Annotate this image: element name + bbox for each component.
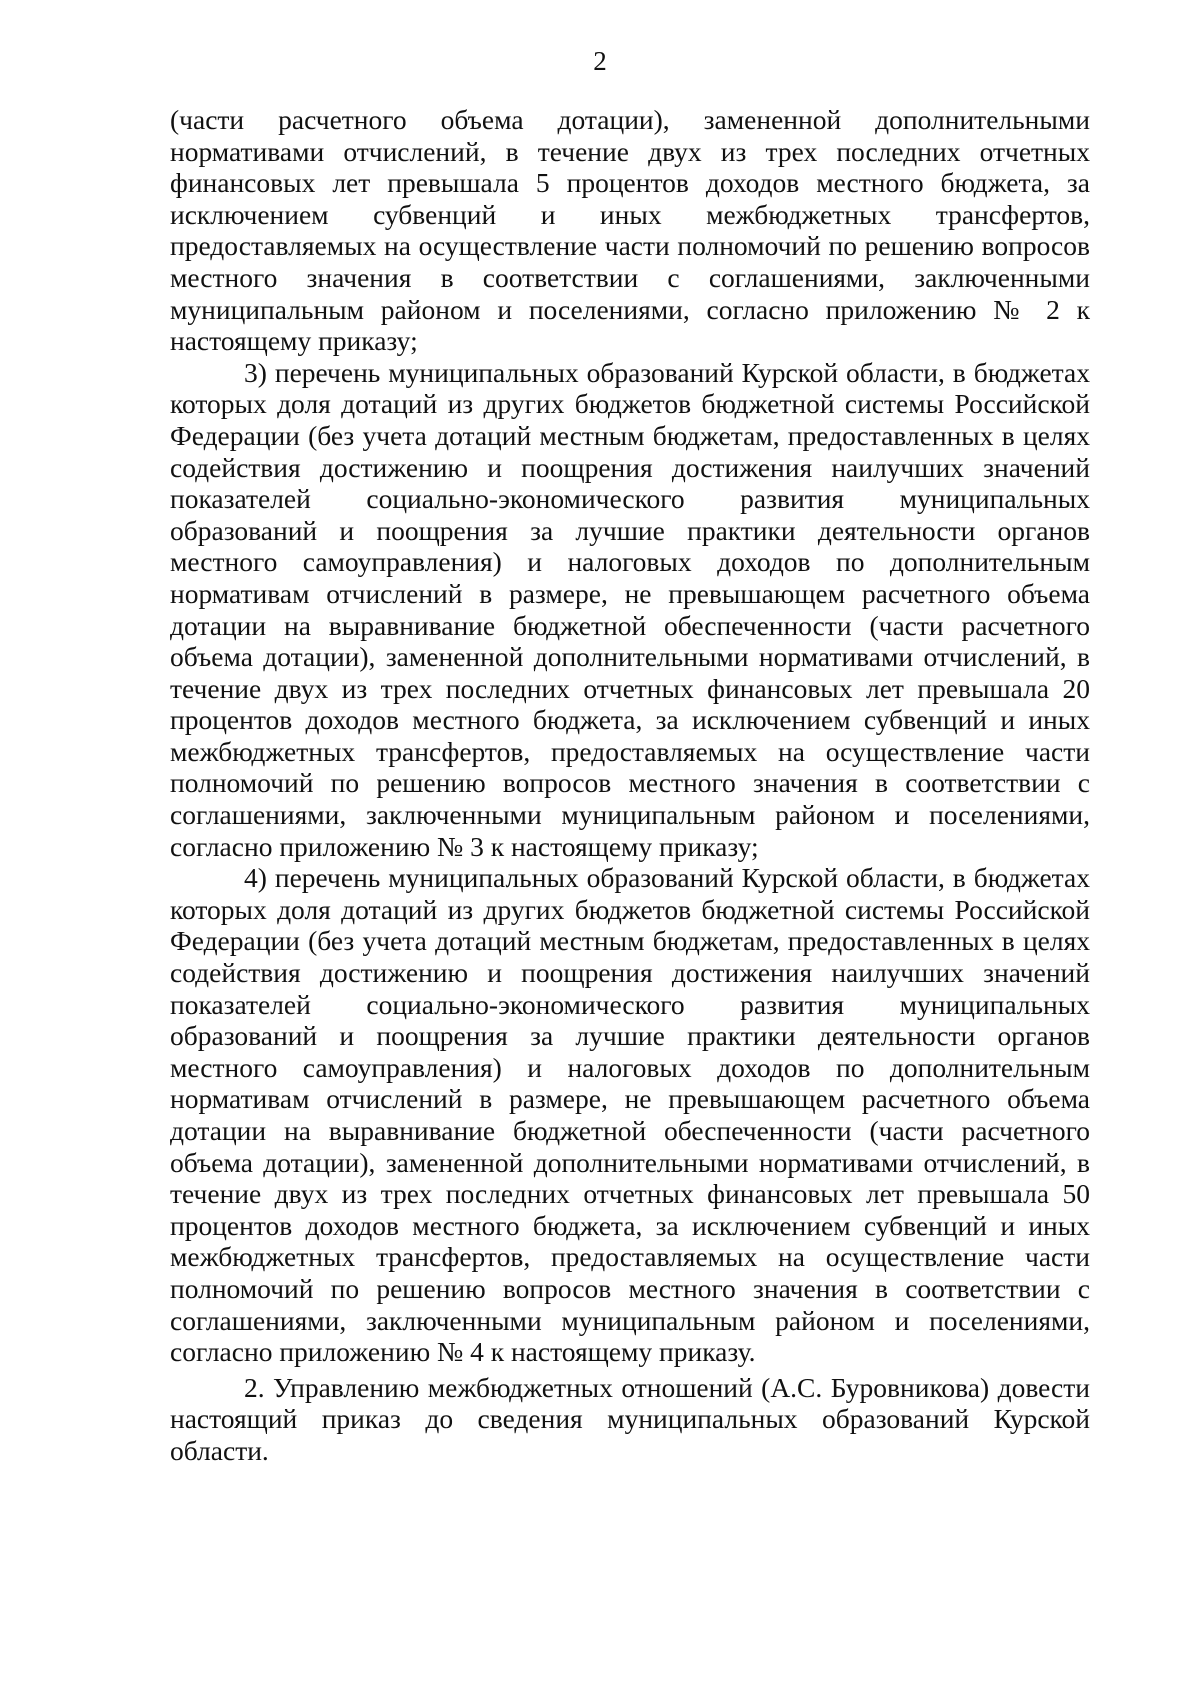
document-body — [170, 104, 1090, 1467]
paragraph-item-4: 4) перечень муниципальных образований Курской области, в бюджетах которых доля дотаций из других бюджетов бюджетной системы Российской Федерации (без учета дотаций местным бюджетам, предоставленных в целях содействия достижению и поощрения достижения наилучших значений показателей социально-экономического развития муниципальных образований и поощрения за лучшие практики деятельности органов местного самоуправления) и налоговых доходов по дополнительным нормативам отчислений в размере, не превышающем расчетного объема дотации на выравнивание бюджетной обеспеченности (части расчетного объема дотации), замененной дополнительными нормативами отчислений, в течение двух из трех последних отчетных финансовых лет превышала 50 процентов доходов местного бюджета, за исключением субвенций и иных межбюджетных трансфертов, предоставляемых на осуществление части полномочий по решению вопросов местного значения в соответствии с соглашениями, заключенными муниципальным районом и поселениями, согласно приложению № 4 к настоящему приказу. — [170, 862, 1090, 1368]
paragraph-clause-2: 2. Управлению межбюджетных отношений (А.С. Буровникова) довести настоящий приказ до сведения муниципальных образований Курской области. — [170, 1371, 1090, 1466]
paragraph-continuation: (части расчетного объема дотации), замененной дополнительными нормативами отчислений, в течение двух из трех последних отчетных финансовых лет превышала 5 процентов доходов местного бюджета, за исключением субвенций и иных межбюджетных трансфертов, предоставляемых на осуществление части полномочий по решению вопросов местного значения в соответствии с соглашениями, заключенными муниципальным районом и поселениями, согласно приложению № 2 к настоящему приказу; — [170, 104, 1090, 357]
page-number: 2 — [593, 46, 607, 76]
paragraph-item-3: 3) перечень муниципальных образований Курской области, в бюджетах которых доля дотаций из других бюджетов бюджетной системы Российской Федерации (без учета дотаций местным бюджетам, предоставленных в целях содействия достижению и поощрения достижения наилучших значений показателей социально-экономического развития муниципальных образований и поощрения за лучшие практики деятельности органов местного самоуправления) и налоговых доходов по дополнительным нормативам отчислений в размере, не превышающем расчетного объема дотации на выравнивание бюджетной обеспеченности (части расчетного объема дотации), замененной дополнительными нормативами отчислений, в течение двух из трех последних отчетных финансовых лет превышала 20 процентов доходов местного бюджета, за исключением субвенций и иных межбюджетных трансфертов, предоставляемых на осуществление части полномочий по решению вопросов местного значения в соответствии с соглашениями, заключенными муниципальным районом и поселениями, согласно приложению № 3 к настоящему приказу; — [170, 356, 1090, 862]
